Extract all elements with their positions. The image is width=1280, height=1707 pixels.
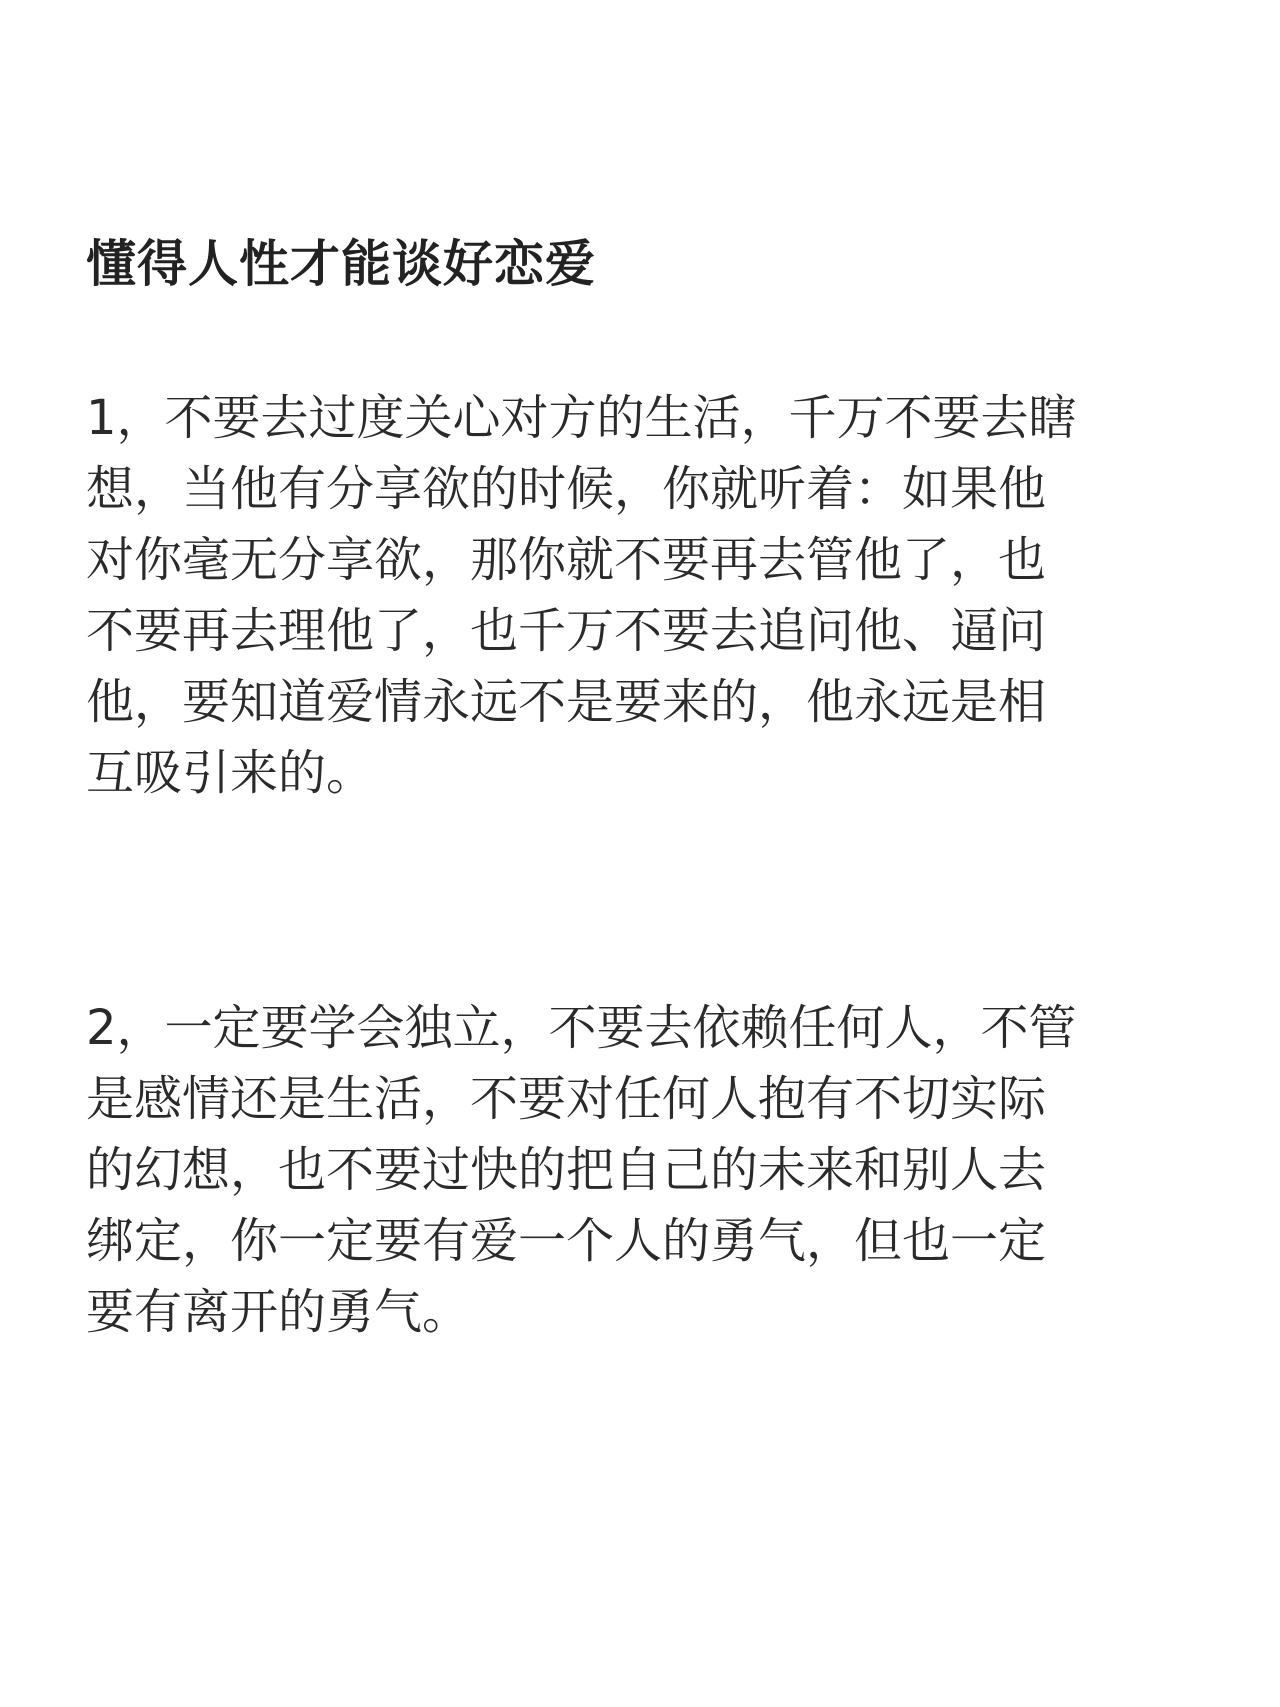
paragraph-line: 绑定，你一定要有爱一个人的勇气，但也一定 xyxy=(86,1213,1047,1269)
paragraph-line: 要有离开的勇气。 xyxy=(86,1284,471,1340)
paragraph-2 xyxy=(86,993,1201,1348)
paragraph-line: 2，一定要学会独立，不要去依赖任何人，不管 xyxy=(86,1000,1077,1056)
paragraph-line: 对你毫无分享欲，那你就不要再去管他了，也 xyxy=(86,532,1047,588)
paragraph-line: 是感情还是生活，不要对任何人抱有不切实际 xyxy=(86,1071,1047,1127)
paragraph-line: 1，不要去过度关心对方的生活，千万不要去瞎 xyxy=(86,390,1077,446)
paragraph-1 xyxy=(86,383,1201,809)
article-title: 懂得人性才能谈好恋爱 xyxy=(86,235,596,293)
paragraph-line: 想，当他有分享欲的时候，你就听着：如果他 xyxy=(86,461,1047,517)
paragraph-line: 互吸引来的。 xyxy=(86,745,375,801)
paragraph-line: 的幻想，也不要过快的把自己的未来和别人去 xyxy=(86,1142,1047,1198)
paragraph-line: 不要再去理他了，也千万不要去追问他、逼问 xyxy=(86,603,1047,659)
paragraph-line: 他，要知道爱情永远不是要来的，他永远是相 xyxy=(86,674,1047,730)
